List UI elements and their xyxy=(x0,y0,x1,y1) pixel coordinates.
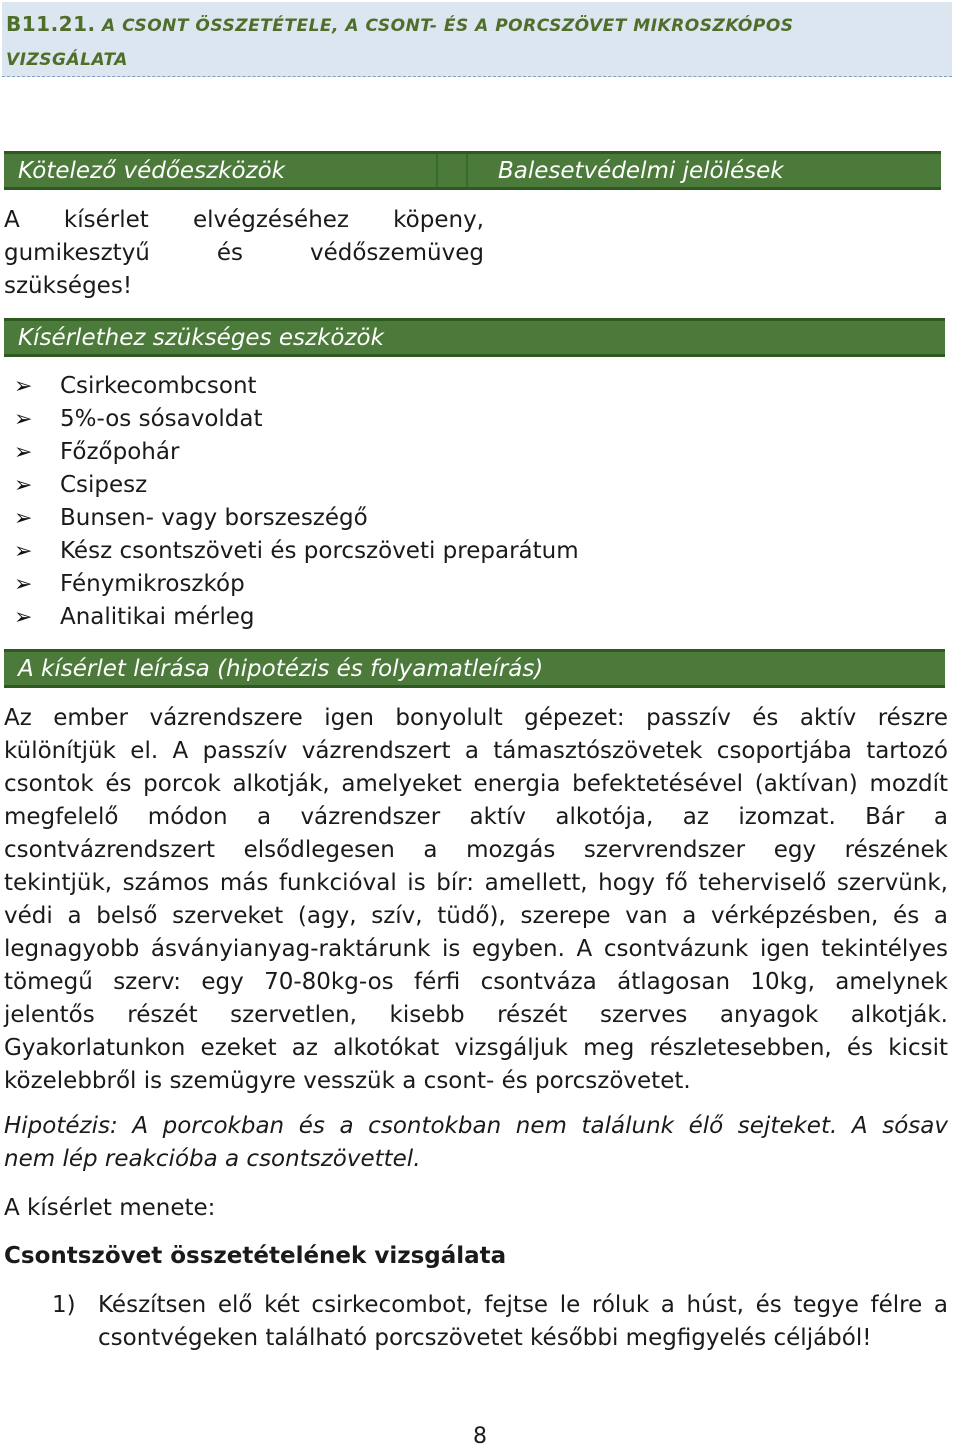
arrowhead-bullet-icon: ➢ xyxy=(14,539,33,564)
description-header-bar xyxy=(4,649,945,688)
hypothesis xyxy=(4,1110,948,1176)
safety-line-1: A kísérlet elvégzéséhez köpeny, xyxy=(4,207,484,233)
hypothesis-line: nem lép reakcióba a csontszövettel. xyxy=(4,1146,421,1172)
arrowhead-bullet-icon: ➢ xyxy=(14,407,33,432)
list-item: ➢ Csirkecombcsont xyxy=(14,370,579,403)
list-item: ➢ Főzőpohár xyxy=(14,436,579,469)
paragraph-line: védi a belső szerveket (agy, szív, tüdő), szerepe van a vérképzésben, és a xyxy=(4,903,948,929)
safety-line-3: szükséges! xyxy=(4,273,133,299)
list-item: ➢ Fénymikroszkóp xyxy=(14,568,579,601)
paragraph-line: Az ember vázrendszere igen bonyolult gépezet: passzív és aktív részre xyxy=(4,705,948,731)
safety-line-2: gumikesztyű és védőszemüveg xyxy=(4,240,484,266)
title-line-2: VIZSGÁLATA xyxy=(6,50,128,70)
description-paragraph xyxy=(4,702,948,1098)
arrowhead-bullet-icon: ➢ xyxy=(14,506,33,531)
equipment-list xyxy=(14,370,579,634)
arrowhead-bullet-icon: ➢ xyxy=(14,605,33,630)
step-text xyxy=(98,1289,948,1355)
paragraph-line: különítjük el. A passzív vázrendszert a támasztószövetek csoportjába tartozó xyxy=(4,738,948,764)
paragraph-line: csontok és porcok alkotják, amelyeket energia befektetésével (aktívan) mozdít xyxy=(4,771,948,797)
description-label: A kísérlet leírása (hipotézis és folyamatleírás) xyxy=(18,656,544,682)
paragraph-line: tömegű szerv: egy 70-80kg-os férfi csontváza átlagosan 10kg, amelynek xyxy=(4,969,948,995)
page-number: 8 xyxy=(473,1424,487,1449)
safety-header-bar xyxy=(4,151,941,190)
title-bar xyxy=(2,2,952,77)
paragraph-line: legnagyobb ásványianyag-raktárunk is egyben. A csontvázunk igen tekintélyes xyxy=(4,936,948,962)
hazard-markings-label: Balesetvédelmi jelölések xyxy=(498,158,784,184)
bar-divider xyxy=(436,154,438,187)
arrowhead-bullet-icon: ➢ xyxy=(14,440,33,465)
arrowhead-bullet-icon: ➢ xyxy=(14,473,33,498)
paragraph-line: csontvázrendszert elsődlegesen a mozgás szervrendszer egy részének xyxy=(4,837,948,863)
list-item: ➢ 5%-os sósavoldat xyxy=(14,403,579,436)
hypothesis-line: Hipotézis: A porcokban és a csontokban nem találunk élő sejteket. A sósav xyxy=(4,1113,948,1139)
list-item: ➢ Analitikai mérleg xyxy=(14,601,579,634)
section-code: B11.21. xyxy=(6,12,96,36)
paragraph-line: jelentős részét szervetlen, kisebb részét szerves anyagok alkotják. xyxy=(4,1002,948,1028)
paragraph-line: tekintjük, számos más funkcióval is bír: amellett, hogy fő teherviselő szervünk, xyxy=(4,870,948,896)
equipment-header-bar xyxy=(4,318,945,357)
title-line-1 xyxy=(6,12,794,36)
step-line: Készítsen elő két csirkecombot, fejtse le róluk a húst, és tegye félre a xyxy=(98,1292,948,1318)
list-item: ➢ Csipesz xyxy=(14,469,579,502)
paragraph-line: közelebbről is szemügyre vesszük a csont- és porcszövetet. xyxy=(4,1068,691,1094)
list-item: ➢ Kész csontszöveti és porcszöveti preparátum xyxy=(14,535,579,568)
arrowhead-bullet-icon: ➢ xyxy=(14,572,33,597)
equipment-label: Kísérlethez szükséges eszközök xyxy=(18,325,384,351)
paragraph-line: megfelelő módon a vázrendszer aktív alkotója, az izomzat. Bár a xyxy=(4,804,948,830)
procedure-label: A kísérlet menete: xyxy=(4,1195,216,1221)
paragraph-line: Gyakorlatunkon ezeket az alkotókat vizsgáljuk meg részletesebben, és kicsit xyxy=(4,1035,948,1061)
list-item: ➢ Bunsen- vagy borszeszégő xyxy=(14,502,579,535)
section-heading: Csontszövet összetételének vizsgálata xyxy=(4,1243,507,1269)
safety-text xyxy=(4,204,484,303)
section-title: A CSONT ÖSSZETÉTELE, A CSONT- ÉS A PORCSZÖVET MIKROSZKÓPOS xyxy=(102,16,794,36)
bar-divider xyxy=(466,154,468,187)
required-equipment-label: Kötelező védőeszközök xyxy=(18,158,285,184)
step-number: 1) xyxy=(52,1292,76,1318)
arrowhead-bullet-icon: ➢ xyxy=(14,374,33,399)
step-line: csontvégeken található porcszövetet későbbi megfigyelés céljából! xyxy=(98,1325,872,1351)
